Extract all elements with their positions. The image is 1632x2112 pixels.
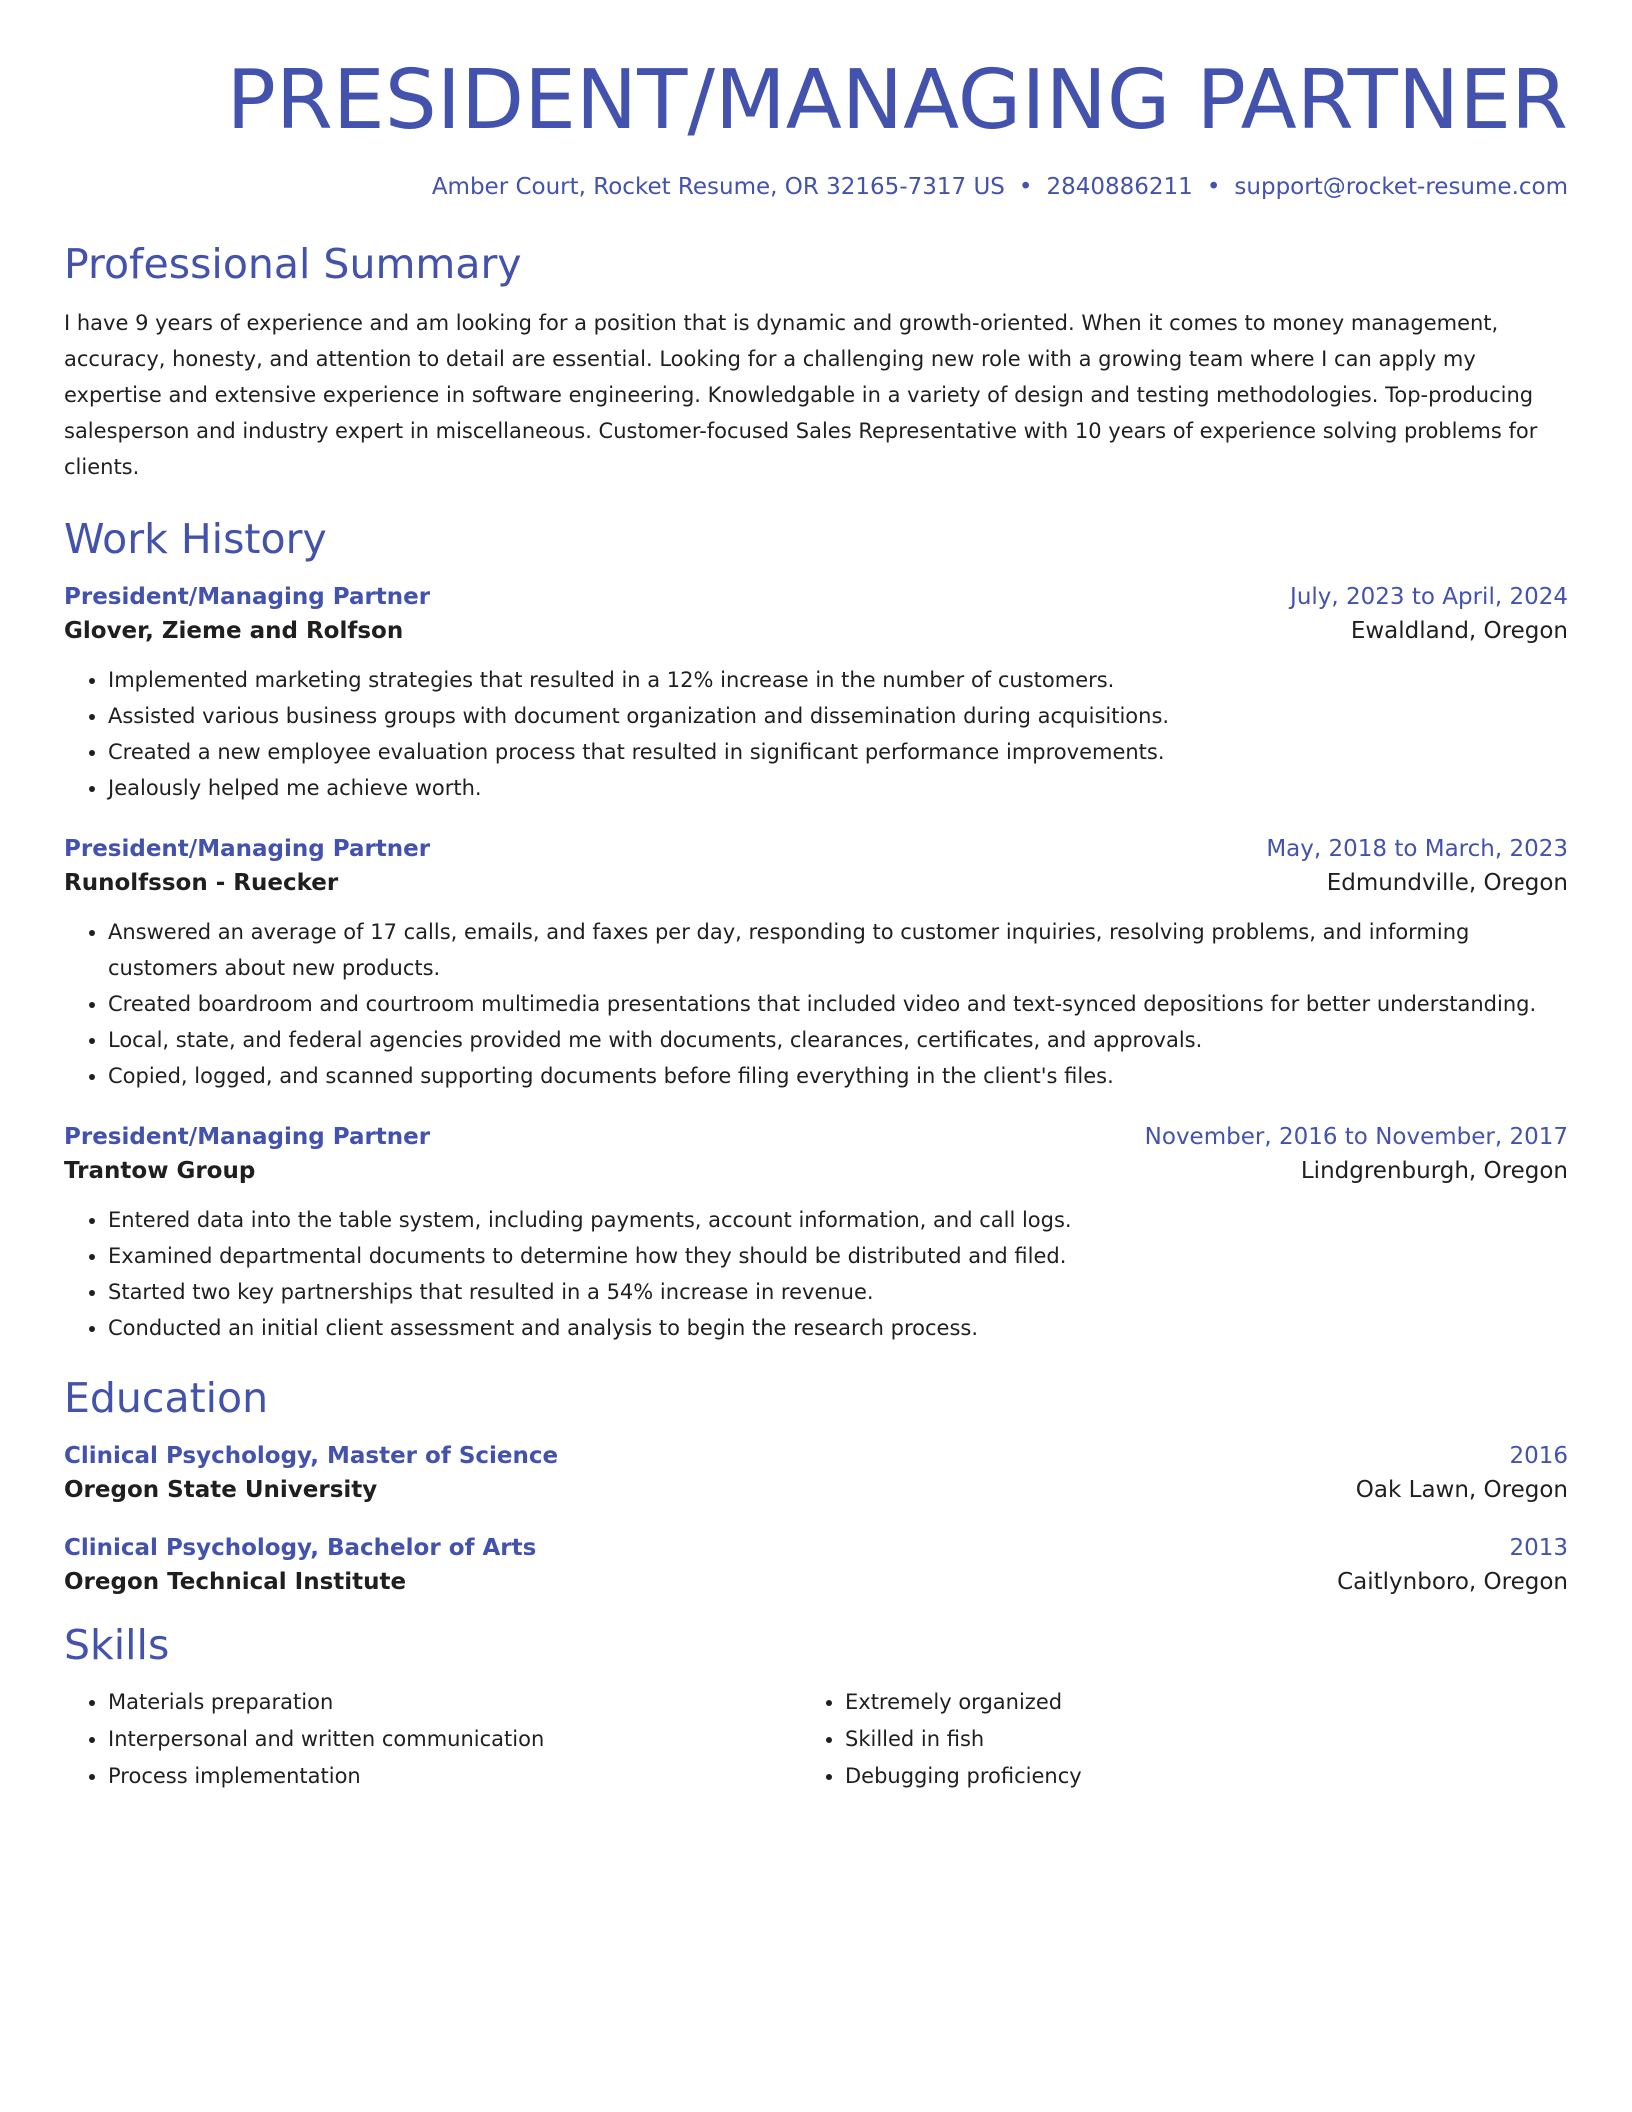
summary-section	[64, 240, 1568, 485]
skills-list-right	[801, 1684, 1538, 1795]
job-entry	[64, 836, 1568, 1094]
work-section	[64, 515, 1568, 1346]
job-bullet: • Started two key partnerships that resulted in a 54% increase in revenue.	[108, 1274, 1568, 1310]
contact-email[interactable]: support@rocket-resume.com	[1234, 174, 1568, 201]
job-company-row	[64, 1158, 1568, 1184]
separator-dot: •	[1206, 174, 1221, 201]
contact-phone[interactable]: 2840886211	[1046, 174, 1193, 201]
summary-text: I have 9 years of experience and am looking for a position that is dynamic and growth-oriented. When it comes to money management, accuracy, honesty, and attention to detail are essential. Looking for a challenging new role with a growing team where I can apply my expertise and extensive experience in software engineering. Knowledgable in a variety of design and testing methodologies. Top-producing salesperson and industry expert in miscellaneous. Customer-focused Sales Representative with 10 years of experience solving problems for clients.	[64, 310, 1538, 479]
candidate-name: PRESIDENT/MANAGING PARTNER	[226, 53, 1568, 148]
skills-grid	[64, 1684, 1568, 1795]
job-dates: November, 2016 to November, 2017	[1144, 1124, 1568, 1151]
skills-list-left	[64, 1684, 801, 1795]
separator-dot: •	[1018, 174, 1033, 201]
education-degree: Clinical Psychology, Master of Science	[64, 1443, 559, 1470]
education-school-row	[64, 1477, 1568, 1503]
skill-item: • Process implementation	[108, 1758, 801, 1795]
education-school: Oregon State University	[64, 1477, 378, 1504]
education-location: Oak Lawn, Oregon	[1355, 1477, 1568, 1504]
job-entry	[64, 584, 1568, 806]
job-location: Ewaldland, Oregon	[1350, 618, 1568, 645]
education-header-row	[64, 1443, 1568, 1469]
job-bullet: • Created a new employee evaluation process that resulted in significant performance improvements.	[108, 734, 1568, 770]
education-header-row	[64, 1535, 1568, 1561]
job-company: Runolfsson - Ruecker	[64, 870, 339, 897]
job-bullet: • Entered data into the table system, including payments, account information, and call logs.	[108, 1202, 1568, 1238]
education-year: 2013	[1509, 1535, 1568, 1562]
job-company-row	[64, 618, 1568, 644]
job-role: President/Managing Partner	[64, 1124, 431, 1151]
skills-column-right	[801, 1684, 1538, 1795]
section-title-summary: Professional Summary	[64, 239, 522, 288]
job-bullets	[64, 662, 1568, 806]
education-school-row	[64, 1569, 1568, 1595]
job-role: President/Managing Partner	[64, 584, 431, 611]
skills-column-left	[64, 1684, 801, 1795]
job-bullet: • Implemented marketing strategies that resulted in a 12% increase in the number of customers.	[108, 662, 1568, 698]
job-bullet: • Created boardroom and courtroom multimedia presentations that included video and text-synced depositions for better understanding.	[108, 986, 1568, 1022]
skill-item: • Materials preparation	[108, 1684, 801, 1721]
education-location: Caitlynboro, Oregon	[1337, 1569, 1568, 1596]
job-bullets	[64, 914, 1568, 1094]
job-company: Trantow Group	[64, 1158, 256, 1185]
job-bullet: • Examined departmental documents to determine how they should be distributed and filed.	[108, 1238, 1568, 1274]
skill-item: • Interpersonal and written communication	[108, 1721, 801, 1758]
education-year: 2016	[1509, 1443, 1568, 1470]
job-bullet: • Jealously helped me achieve worth.	[108, 770, 1568, 806]
education-section	[64, 1374, 1568, 1595]
job-location: Lindgrenburgh, Oregon	[1300, 1158, 1568, 1185]
education-school: Oregon Technical Institute	[64, 1569, 407, 1596]
skill-item: • Skilled in fish	[845, 1721, 1538, 1758]
contact-address: Amber Court, Rocket Resume, OR 32165-7317 US	[431, 174, 1005, 201]
job-bullet: • Answered an average of 17 calls, emails, and faxes per day, responding to customer inquiries, resolving problems, and informing customers about new products.	[108, 914, 1568, 986]
education-entry	[64, 1535, 1568, 1595]
job-role: President/Managing Partner	[64, 836, 431, 863]
job-header-row	[64, 1124, 1568, 1150]
job-bullet: • Local, state, and federal agencies provided me with documents, clearances, certificates, and approvals.	[108, 1022, 1568, 1058]
skill-item: • Extremely organized	[845, 1684, 1538, 1721]
job-dates: July, 2023 to April, 2024	[1290, 584, 1568, 611]
education-degree: Clinical Psychology, Bachelor of Arts	[64, 1535, 537, 1562]
job-bullet: • Assisted various business groups with document organization and dissemination during acquisitions.	[108, 698, 1568, 734]
job-header-row	[64, 584, 1568, 610]
section-title-education: Education	[64, 1374, 269, 1423]
job-company-row	[64, 870, 1568, 896]
contact-line	[64, 174, 1568, 202]
skill-item: • Debugging proficiency	[845, 1758, 1538, 1795]
job-location: Edmundville, Oregon	[1326, 870, 1568, 897]
job-dates: May, 2018 to March, 2023	[1266, 836, 1568, 863]
section-title-work: Work History	[64, 514, 327, 563]
section-title-skills: Skills	[64, 1621, 170, 1670]
job-entry	[64, 1124, 1568, 1346]
skills-section	[64, 1621, 1568, 1795]
job-bullet: • Conducted an initial client assessment and analysis to begin the research process.	[108, 1310, 1568, 1346]
job-header-row	[64, 836, 1568, 862]
job-company: Glover, Zieme and Rolfson	[64, 618, 404, 645]
job-bullets	[64, 1202, 1568, 1346]
job-bullet: • Copied, logged, and scanned supporting documents before filing everything in the client's files.	[108, 1058, 1568, 1094]
education-entry	[64, 1443, 1568, 1503]
